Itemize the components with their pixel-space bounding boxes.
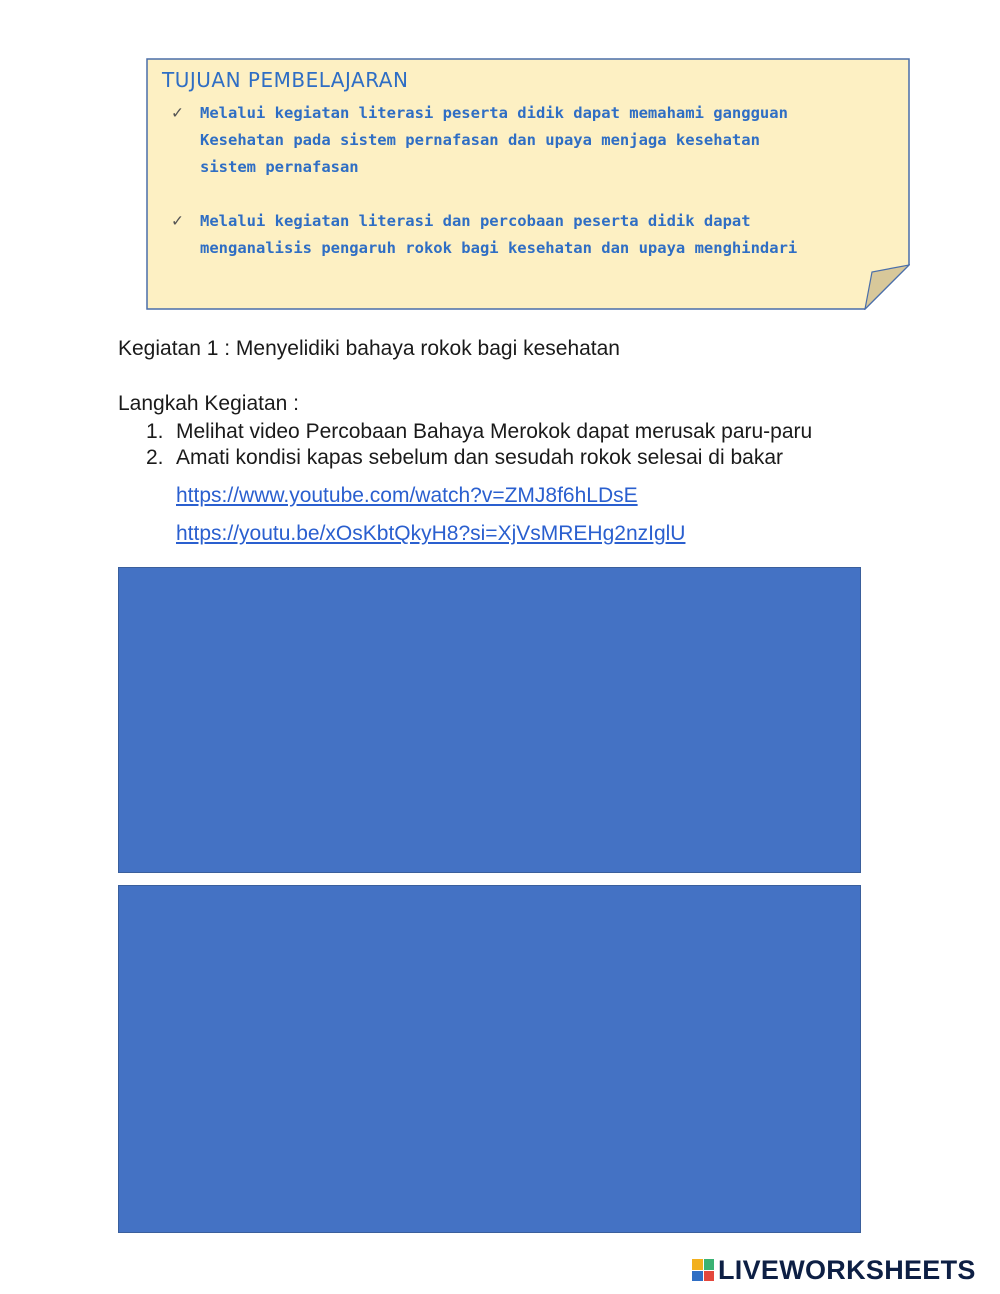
liveworksheets-logo [692, 1255, 976, 1285]
answer-box-2[interactable] [118, 885, 861, 1233]
checkmark-icon: ✓ [171, 212, 184, 230]
objectives-title: TUJUAN PEMBELAJARAN [162, 68, 409, 92]
sticky-note-shape [146, 58, 910, 310]
objective-line: sistem pernafasan [200, 158, 359, 176]
step-number: 2. [146, 446, 164, 469]
objective-line: Kesehatan pada sistem pernafasan dan upaya menjaga kesehatan [200, 131, 760, 149]
activity-heading: Kegiatan 1 : Menyelidiki bahaya rokok bagi kesehatan [118, 337, 620, 360]
step-item [146, 420, 812, 444]
learning-objectives-note [146, 58, 910, 310]
video-link-1[interactable]: https://www.youtube.com/watch?v=ZMJ8f6hLDsE [176, 484, 638, 507]
video-link-2[interactable]: https://youtu.be/xOsKbtQkyH8?si=XjVsMREHg2nzIglU [176, 522, 686, 545]
steps-label: Langkah Kegiatan : [118, 392, 299, 415]
checkmark-icon: ✓ [171, 104, 184, 122]
step-number: 1. [146, 420, 164, 443]
objective-item-2 [171, 208, 880, 262]
step-text: Amati kondisi kapas sebelum dan sesudah rokok selesai di bakar [176, 446, 784, 469]
answer-box-1[interactable] [118, 567, 861, 873]
liveworksheets-grid-icon [692, 1259, 714, 1281]
step-text: Melihat video Percobaan Bahaya Merokok dapat merusak paru-paru [176, 420, 813, 443]
step-item [146, 446, 783, 470]
objective-item-1 [171, 100, 880, 181]
objective-line: menganalisis pengaruh rokok bagi kesehatan dan upaya menghindari [200, 239, 798, 257]
logo-text: LIVEWORKSHEETS [718, 1254, 976, 1285]
objective-line: Melalui kegiatan literasi dan percobaan peserta didik dapat [200, 212, 751, 230]
objective-line: Melalui kegiatan literasi peserta didik dapat memahami gangguan [200, 104, 788, 122]
